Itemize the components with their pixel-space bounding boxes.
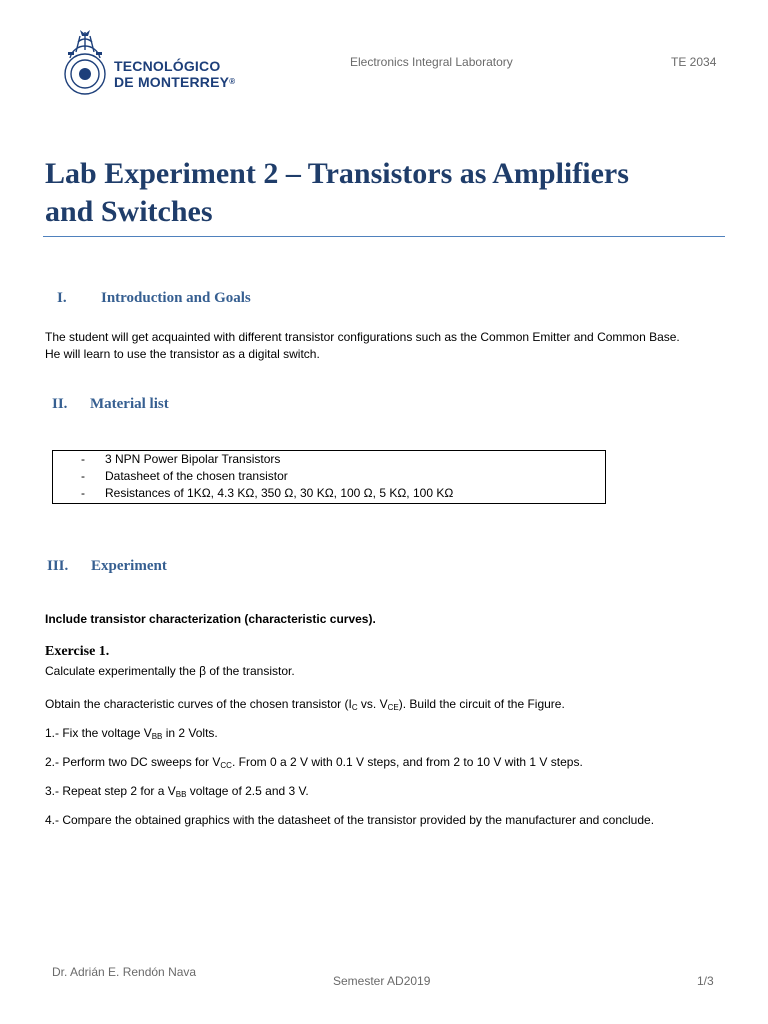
logo-line-2 <box>114 74 235 90</box>
header-course-code: TE 2034 <box>671 55 717 69</box>
section-title: Introduction and Goals <box>101 290 251 306</box>
list-item: - 3 NPN Power Bipolar Transistors <box>81 452 281 466</box>
section-number: III. <box>47 558 69 574</box>
page-title <box>45 155 735 231</box>
step-4: 4.- Compare the obtained graphics with the datasheet of the transistor provided by the manufacturer and conclude. <box>45 813 655 827</box>
subscript: BB <box>151 732 163 741</box>
obtain-curves-text <box>45 696 565 713</box>
exercise-description: Calculate experimentally the β of the transistor. <box>45 664 295 678</box>
step-1 <box>45 725 218 742</box>
title-line-1: Lab Experiment 2 – Transistors as Amplifiers <box>45 157 629 190</box>
logo-line-1: TECNOLÓGICO <box>114 58 221 74</box>
experiment-note: Include transistor characterization (characteristic curves). <box>45 612 376 626</box>
subscript: BB <box>175 790 187 799</box>
section-title: Material list <box>90 396 169 412</box>
intro-line-1: The student will get acquainted with different transistor configurations such as the Common Emitter and Common Base. <box>45 330 680 344</box>
intro-line-2: He will learn to use the transistor as a digital switch. <box>45 347 320 361</box>
section-number: II. <box>52 396 68 412</box>
subscript: CC <box>220 761 232 770</box>
section-heading-materials <box>52 396 169 413</box>
registered-mark: ® <box>229 77 236 86</box>
subscript: C <box>351 703 358 712</box>
text-segment: . From 0 a 2 V with 0.1 V steps, and from 2 to 10 V with 1 V steps. <box>231 755 583 769</box>
footer-semester: Semester AD2019 <box>333 974 431 988</box>
material-list-box <box>52 450 606 504</box>
footer-author: Dr. Adrián E. Rendón Nava <box>52 965 197 979</box>
logo-line-2-text: DE MONTERREY <box>114 74 230 90</box>
step-2 <box>45 754 583 771</box>
text-segment: Obtain the characteristic curves of the chosen transistor (I <box>45 697 352 711</box>
section-number: I. <box>57 290 67 306</box>
section-title: Experiment <box>91 558 167 574</box>
exercise-title: Exercise 1. <box>45 644 110 659</box>
step-3 <box>45 783 309 800</box>
text-segment: vs. V <box>357 697 388 711</box>
text-segment: voltage of 2.5 and 3 V. <box>186 784 309 798</box>
section-heading-experiment <box>47 558 167 575</box>
institution-logo <box>58 28 248 100</box>
list-item: - Datasheet of the chosen transistor <box>81 469 288 483</box>
title-divider <box>43 236 725 237</box>
list-item-text: Datasheet of the chosen transistor <box>105 469 288 483</box>
text-segment: ). Build the circuit of the Figure. <box>398 697 565 711</box>
section-heading-intro <box>57 290 251 307</box>
seal-icon <box>58 28 112 100</box>
title-line-2: and Switches <box>45 195 213 228</box>
text-segment: 1.- Fix the voltage V <box>45 726 152 740</box>
list-item-text: 3 NPN Power Bipolar Transistors <box>105 452 281 466</box>
text-segment: in 2 Volts. <box>162 726 218 740</box>
footer-page-number: 1/3 <box>697 974 714 988</box>
header-lab-name: Electronics Integral Laboratory <box>350 55 513 69</box>
text-segment: 3.- Repeat step 2 for a V <box>45 784 176 798</box>
list-item: - Resistances of 1KΩ, 4.3 KΩ, 350 Ω, 30 KΩ, 100 Ω, 5 KΩ, 100 KΩ <box>81 486 454 500</box>
list-item-text: Resistances of 1KΩ, 4.3 KΩ, 350 Ω, 30 KΩ, 100 Ω, 5 KΩ, 100 KΩ <box>105 486 454 500</box>
subscript: CE <box>387 703 399 712</box>
text-segment: 2.- Perform two DC sweeps for V <box>45 755 221 769</box>
logo-text <box>114 58 235 90</box>
intro-paragraph <box>45 329 745 363</box>
